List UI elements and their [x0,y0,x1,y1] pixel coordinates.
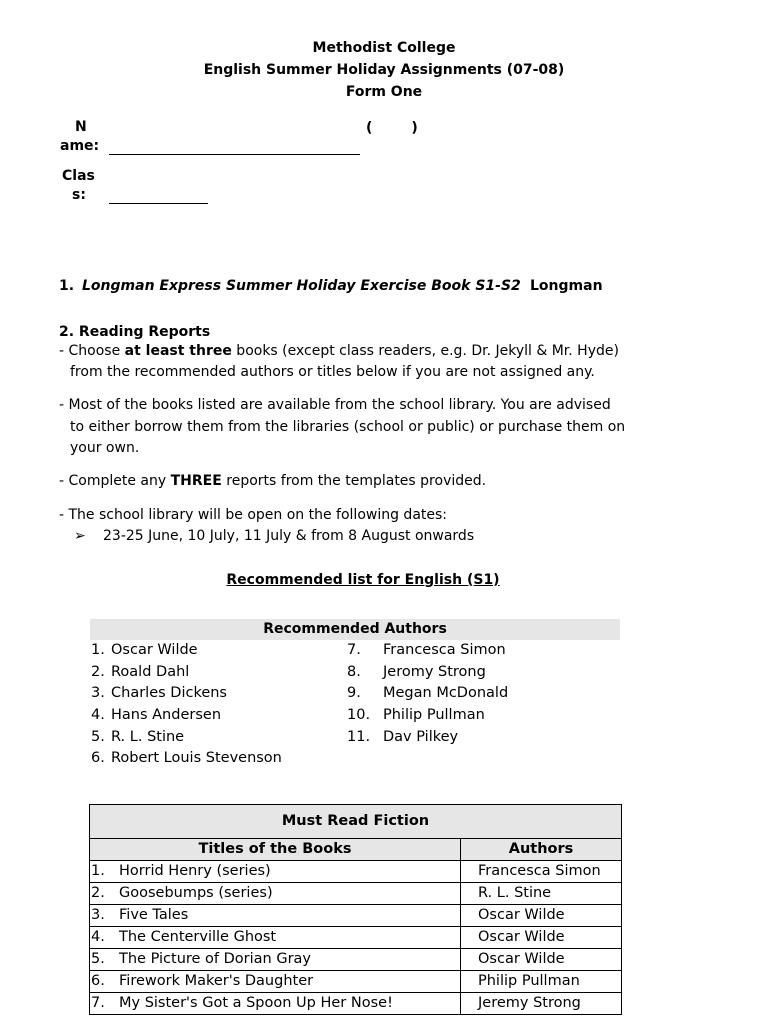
table-row [90,927,622,949]
bullet-emphasis: THREE [170,473,222,489]
row-number: 5. [91,951,105,967]
author-number: 5. [91,729,105,745]
book-author: Oscar Wilde [461,905,622,927]
author-number: 10. [347,707,371,723]
class-label-part2: s: [72,187,86,203]
bullet-choose-books-cont: from the recommended authors or titles below if you are not assigned any. [70,364,595,380]
book-title: Firework Maker's Daughter [119,973,314,989]
book-title-cell [90,971,461,993]
book-author: Oscar Wilde [461,927,622,949]
author-number: 1. [91,642,105,658]
author-number: 9. [347,685,361,701]
author-list-item [91,685,227,701]
book-title-cell [90,905,461,927]
bullet-choose-books [59,343,619,359]
bullet-text: - Choose [59,343,125,359]
author-number: 8. [347,664,361,680]
row-number: 6. [91,973,105,989]
recommended-list-title: Recommended list for English (S1) [226,572,500,588]
name-label-part1: N [75,119,87,135]
table-row [90,993,622,1015]
author-list-item [91,750,282,766]
author-name: Philip Pullman [383,707,485,723]
book-title-cell [90,927,461,949]
author-number: 2. [91,664,105,680]
author-name: Megan McDonald [383,685,509,701]
author-name: Francesca Simon [383,642,506,658]
row-number: 3. [91,907,105,923]
table-row [90,883,622,905]
book-title: Goosebumps (series) [119,885,273,901]
book-author: Oscar Wilde [461,949,622,971]
section1-number: 1. [59,278,75,294]
author-list-item [347,642,506,658]
author-name: Dav Pilkey [383,729,459,745]
book-title: Horrid Henry (series) [119,863,271,879]
name-label-part2: ame: [60,138,100,154]
class-field [109,203,208,204]
author-list-item [347,729,458,745]
author-name: Charles Dickens [111,685,227,701]
author-name: Oscar Wilde [111,642,198,658]
author-list-item [91,642,198,658]
bullet-text: - Complete any [59,473,171,489]
book-title-cell [90,861,461,883]
bullet-library-availability: - Most of the books listed are available from the school library. You are advised [59,397,611,413]
row-number: 1. [91,863,105,879]
book-title-cell [90,949,461,971]
author-list-item [91,707,221,723]
row-number: 4. [91,929,105,945]
author-number: 3. [91,685,105,701]
table-row [90,949,622,971]
author-number: 11. [347,729,371,745]
book-author: Jeremy Strong [461,993,622,1015]
bullet-library-availability-cont2: your own. [70,440,140,456]
table-row [90,861,622,883]
book-title: The Picture of Dorian Gray [119,951,312,967]
book-title-cell [90,993,461,1015]
arrow-bullet-icon: ➢ [74,528,86,544]
bullet-library-availability-cont: to either borrow them from the libraries (school or public) or purchase them on [70,419,626,435]
author-number: 6. [91,750,105,766]
author-name: Hans Andersen [111,707,222,723]
section1-book-title: Longman Express Summer Holiday Exercise Book S1-S2 [82,278,521,294]
bullet-complete-reports [59,473,486,489]
book-title: Five Tales [119,907,189,923]
author-number: 7. [347,642,361,658]
class-label-part1: Clas [62,168,95,184]
author-list-item [91,664,189,680]
form-label: Form One [345,84,423,100]
authors-heading: Recommended Authors [263,621,447,637]
row-number: 7. [91,995,105,1011]
document-title: English Summer Holiday Assignments (07-08) [203,62,565,78]
author-list-item [347,685,508,701]
author-number: 4. [91,707,105,723]
author-name: Robert Louis Stevenson [111,750,282,766]
book-title: My Sister's Got a Spoon Up Her Nose! [119,995,393,1011]
row-number: 2. [91,885,105,901]
table-row [90,905,622,927]
author-name: R. L. Stine [111,729,185,745]
book-title: The Centerville Ghost [119,929,277,945]
book-author: Philip Pullman [461,971,622,993]
class-number-brackets: ( ) [366,120,418,136]
table-row [90,971,622,993]
author-name: Roald Dahl [111,664,190,680]
author-name: Jeromy Strong [383,664,486,680]
name-field [109,154,360,155]
section2-heading: 2. Reading Reports [59,324,211,340]
section1-publisher: Longman [530,278,603,294]
school-name: Methodist College [312,40,456,56]
bullet-text: books (except class readers, e.g. Dr. Jekyll & Mr. Hyde) [231,343,619,359]
must-read-fiction-table [89,804,622,1015]
author-list-item [347,664,486,680]
author-list-item [91,729,184,745]
column-header-titles: Titles of the Books [90,839,461,861]
bullet-library-dates: - The school library will be open on the following dates: [59,507,448,523]
bullet-text: reports from the templates provided. [221,473,487,489]
library-open-dates: 23-25 June, 10 July, 11 July & from 8 August onwards [103,528,475,544]
book-author: Francesca Simon [461,861,622,883]
column-header-authors: Authors [461,839,622,861]
table-caption: Must Read Fiction [90,805,622,839]
bullet-emphasis: at least three [124,343,232,359]
author-list-item [347,707,485,723]
book-author: R. L. Stine [461,883,622,905]
book-title-cell [90,883,461,905]
